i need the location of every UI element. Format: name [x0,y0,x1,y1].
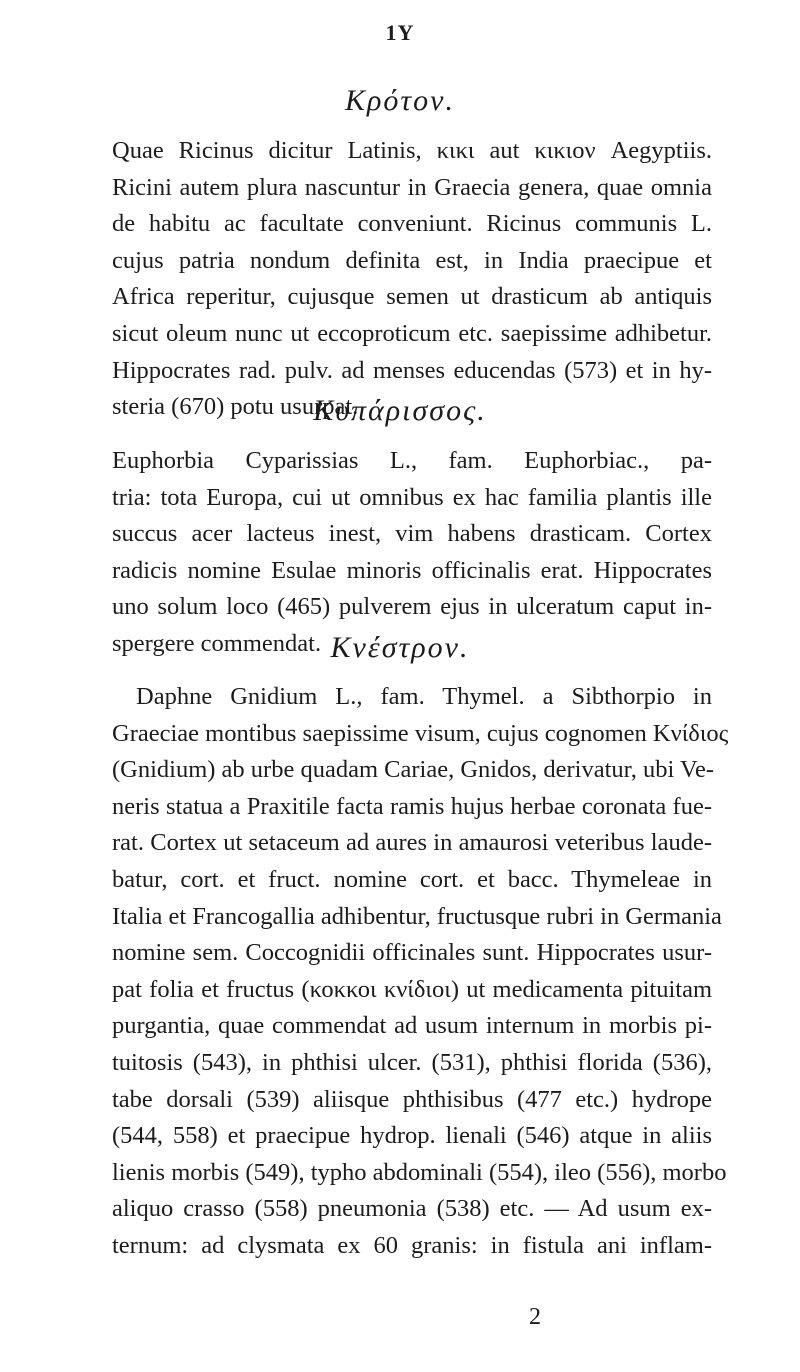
text-line: rat. Cortex ut setaceum ad aures in amaurosi veteribus laude- [112,829,712,857]
text-line: tuitosis (543), in phthisi ulcer. (531), phthisi florida (536), [112,1048,712,1076]
text-line: Africa reperitur, cujusque semen ut drasticum ab antiquis [112,283,712,311]
text-line: uno solum loco (465) pulverem ejus in ulceratum caput in- [112,593,712,621]
section-heading-knestron: Κνέστρον. [330,631,470,664]
text-line: aliquo crasso (558) pneumonia (538) etc. — Ad usum ex- [112,1195,712,1223]
text-line: ternum: ad clysmata ex 60 granis: in fistula ani inflam- [112,1231,712,1259]
text-line: Italia et Francogallia adhibentur, fructusque rubri in Germania [112,902,722,930]
text-line: spergere commendat. [112,629,322,657]
text-line: radicis nomine Esulae minoris officinalis erat. Hippocrates [112,556,712,584]
page-number: 2 [529,1304,541,1330]
text-line: Ricini autem plura nascuntur in Graecia genera, quae omnia [112,173,712,201]
text-line: lienis morbis (549), typho abdominali (554), ileo (556), morbo [112,1158,727,1186]
paragraph-daphne [112,679,729,1265]
text-line: tria: tota Europa, cui ut omnibus ex hac familia plantis ille [112,483,712,511]
text-line: batur, cort. et fruct. nomine cort. et bacc. Thymeleae in [112,865,712,893]
text-line: Graeciae montibus saepissime visum, cujus cognomen Κνίδιος [112,719,729,747]
text-line: nomine sem. Coccognidii officinales sunt. Hippocrates usur- [112,939,712,967]
text-line: Quae Ricinus dicitur Latinis, κικι aut κικιον Aegyptiis. [112,137,712,164]
text-line: tabe dorsali (539) aliisque phthisibus (477 etc.) hydrope [112,1085,712,1113]
paragraph-ricinus [112,133,712,426]
section-heading-kyparissos: Κυπάρισσος. [313,394,487,427]
text-line: Daphne Gnidium L., fam. Thymel. a Sibthorpio in [136,683,712,710]
text-line: succus acer lacteus inest, vim habens drasticam. Cortex [112,520,712,548]
section-heading-kroton: Κρότον. [345,84,455,117]
text-line: pat folia et fructus (κοκκοι κνίδιοι) ut medicamenta pituitam [112,975,712,1003]
text-line: (Gnidium) ab urbe quadam Cariae, Gnidos, derivatur, ubi Ve- [112,756,715,784]
signature-mark: 1Y [385,20,415,45]
text-line: purgantia, quae commendat ad usum internum in morbis pi- [112,1012,712,1040]
text-line: sicut oleum nunc ut eccoproticum etc. saepissime adhibetur. [112,319,712,347]
text-line: neris statua a Praxitile facta ramis hujus herbae coronata fue- [112,792,712,820]
text-line: (544, 558) et praecipue hydrop. lienali (546) atque in aliis [112,1122,712,1150]
text-line: Euphorbia Cyparissias L., fam. Euphorbiac., pa- [112,447,712,474]
paragraph-euphorbia [112,443,712,663]
text-line: steria (670) potu usurpat. [112,393,359,421]
text-line: de habitu ac facultate conveniunt. Ricinus communis L. [112,210,712,238]
text-line: cujus patria nondum definita est, in India praecipue et [112,246,712,274]
text-line: Hippocrates rad. pulv. ad menses educendas (573) et in hy- [112,356,712,384]
